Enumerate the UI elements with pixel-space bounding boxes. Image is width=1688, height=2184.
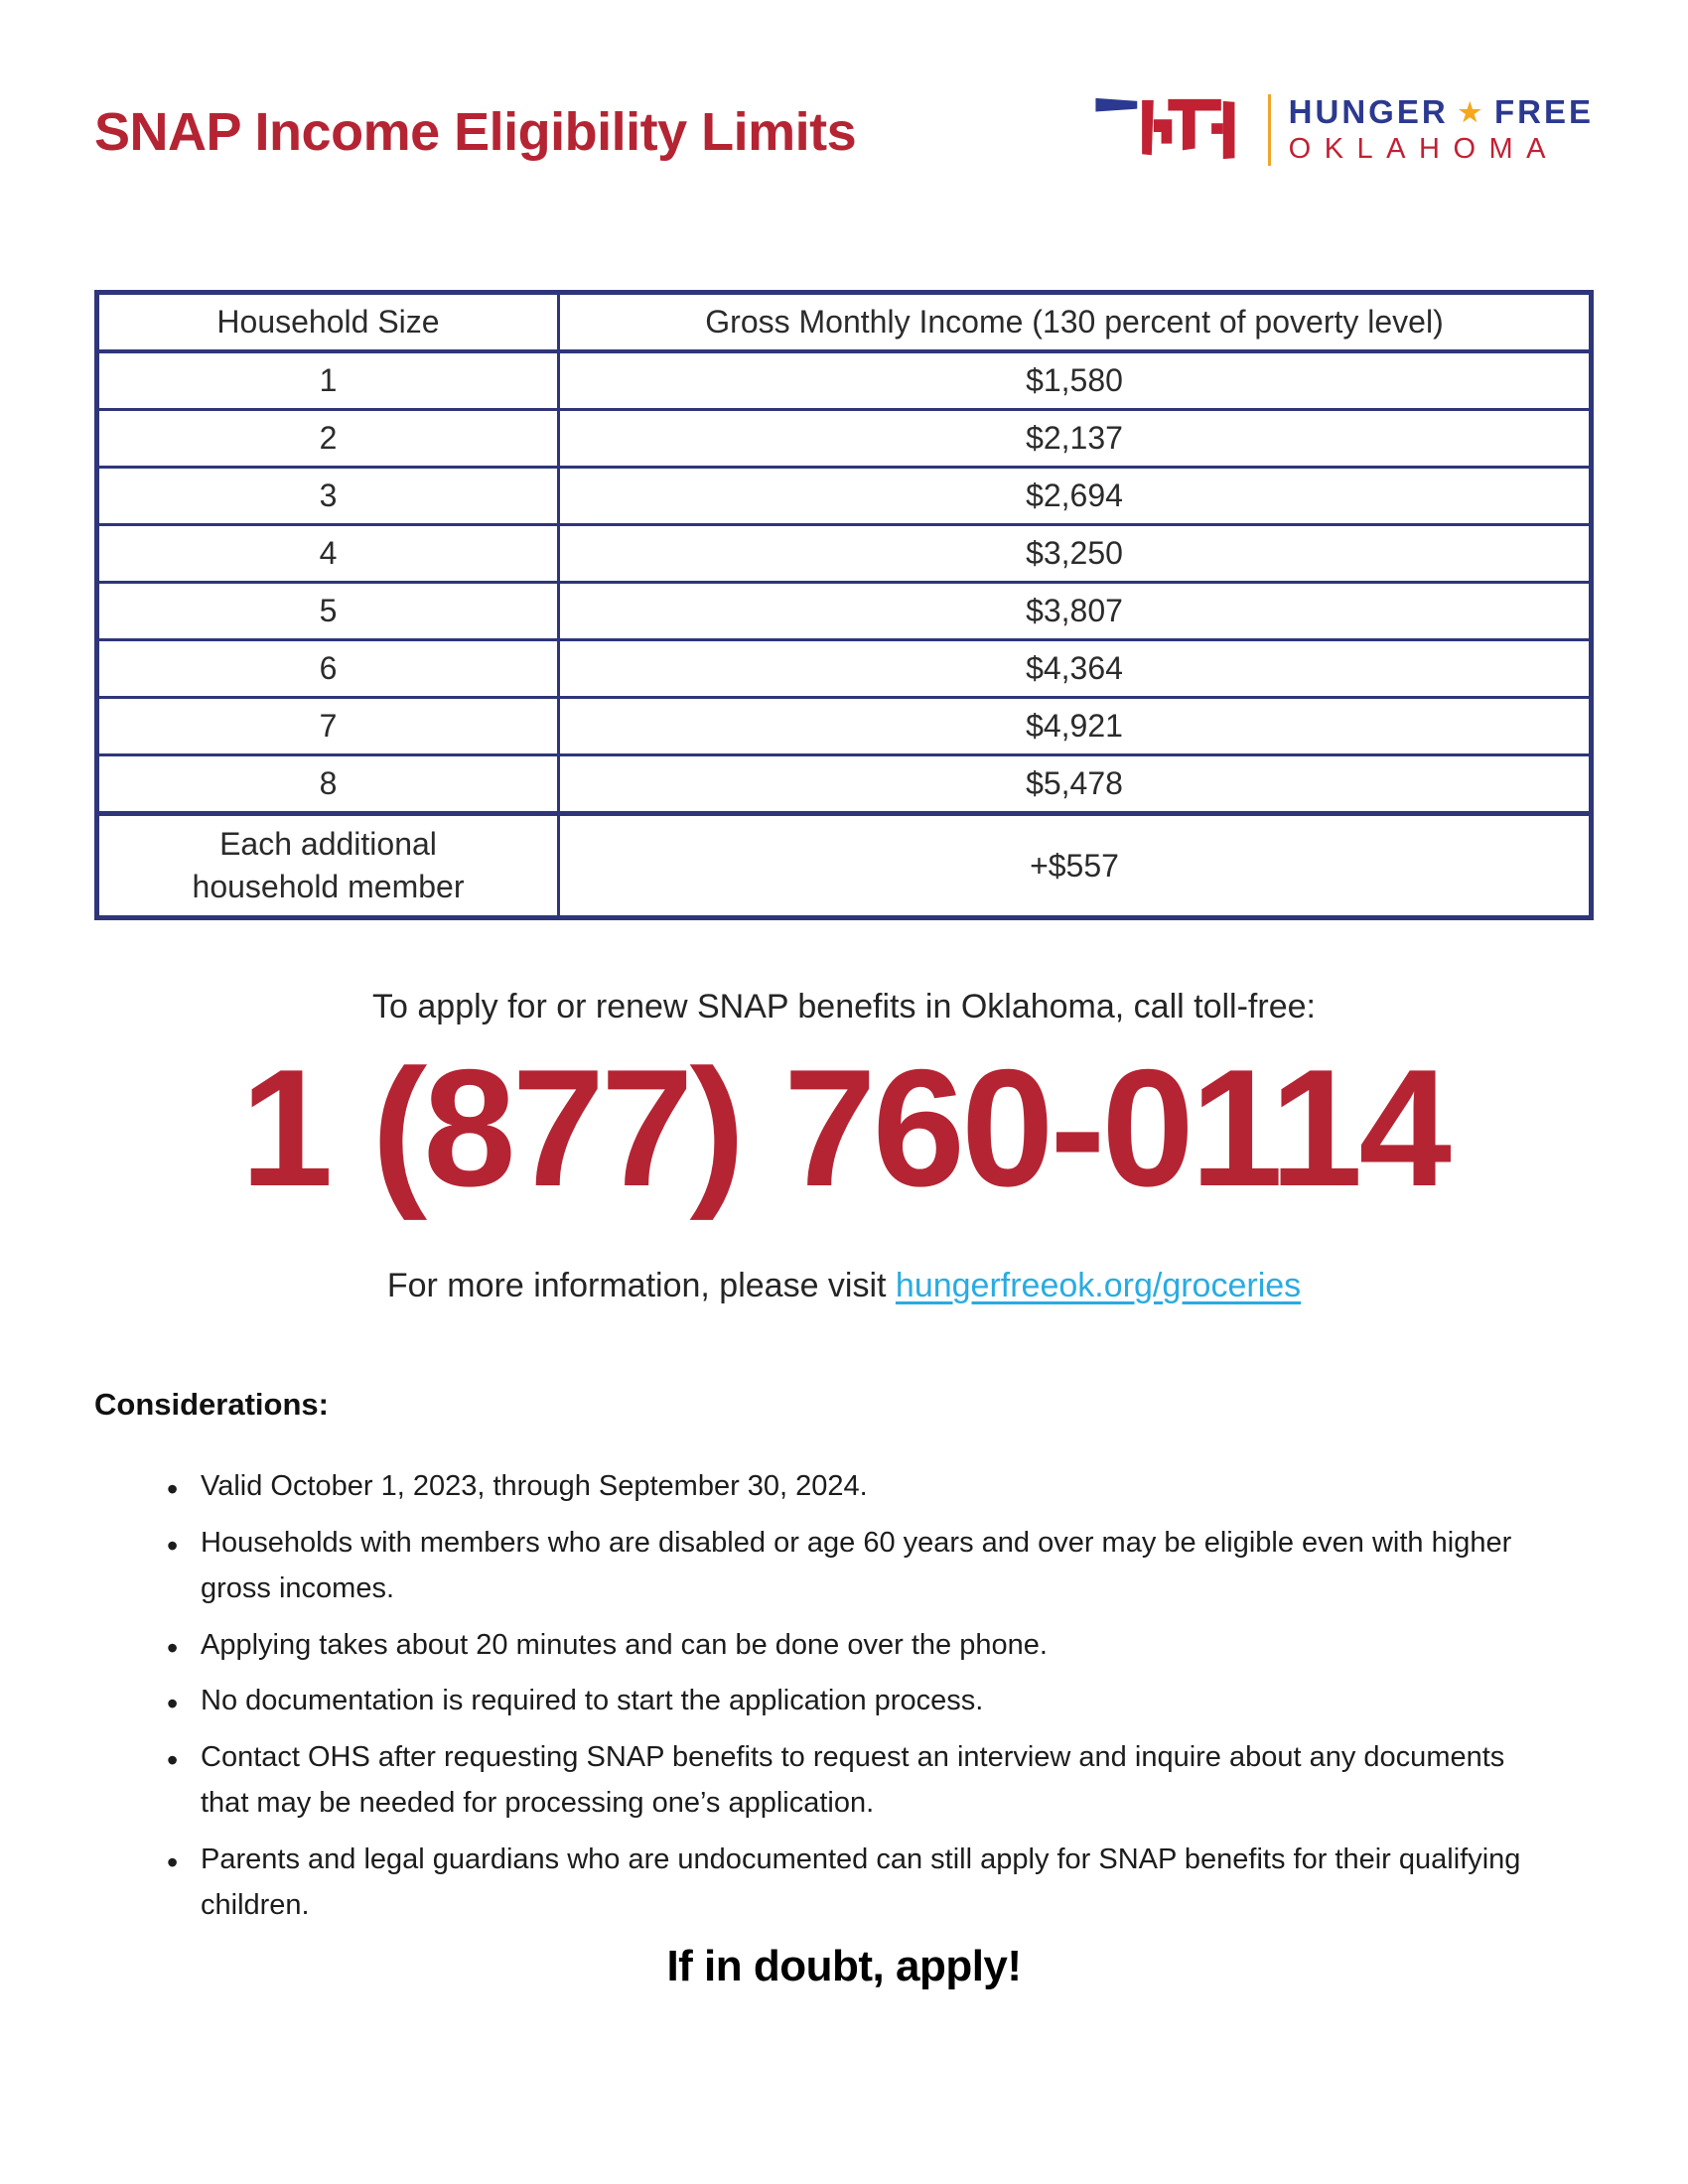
income-cell: $4,921 — [559, 698, 1592, 755]
closing-statement: If in doubt, apply! — [666, 1942, 1022, 1991]
table-row — [97, 698, 1592, 755]
col-header-gross-income: Gross Monthly Income (130 percent of poverty level) — [559, 293, 1592, 352]
list-item: • Applying takes about 20 minutes and can be done over the phone. — [167, 1623, 1539, 1669]
star-icon: ★ — [1458, 96, 1484, 127]
table-row — [97, 410, 1592, 468]
household-size-cell: 6 — [97, 640, 559, 698]
list-item: • Parents and legal guardians who are undocumented can still apply for SNAP benefits for their qualifying children. — [167, 1838, 1539, 1929]
table-row-each-additional — [97, 814, 1592, 918]
list-item: • No documentation is required to start the application process. — [167, 1679, 1539, 1724]
income-cell: $2,694 — [559, 468, 1592, 525]
list-item: • Valid October 1, 2023, through September 30, 2024. — [167, 1464, 1539, 1510]
household-size-cell: 5 — [97, 583, 559, 640]
household-size-cell: 8 — [97, 755, 559, 814]
header — [94, 79, 1594, 179]
hfo-monogram-icon — [1076, 81, 1250, 179]
income-cell: $3,250 — [559, 525, 1592, 583]
table-row — [97, 525, 1592, 583]
household-size-cell: 2 — [97, 410, 559, 468]
household-size-cell: 3 — [97, 468, 559, 525]
list-item: • Households with members who are disabled or age 60 years and over may be eligible even with higher gross incomes. — [167, 1521, 1539, 1612]
household-size-cell: 4 — [97, 525, 559, 583]
income-cell: +$557 — [559, 814, 1592, 918]
hunger-free-oklahoma-logo — [1076, 81, 1594, 179]
logo-line-hunger-free — [1289, 94, 1594, 130]
income-cell: $3,807 — [559, 583, 1592, 640]
income-cell: $5,478 — [559, 755, 1592, 814]
logo-word-free: FREE — [1493, 92, 1594, 130]
table-row — [97, 468, 1592, 525]
logo-divider — [1268, 94, 1271, 166]
income-cell: $2,137 — [559, 410, 1592, 468]
more-info-prefix: For more information, please visit — [386, 1267, 896, 1305]
col-header-household-size: Household Size — [97, 293, 559, 352]
considerations-list — [94, 1464, 1539, 1928]
income-cell: $1,580 — [559, 351, 1592, 410]
table-row — [97, 640, 1592, 698]
page-title: SNAP Income Eligibility Limits — [94, 102, 857, 162]
toll-free-phone-number: 1 (877) 760-0114 — [240, 1034, 1448, 1221]
income-limits-table — [94, 290, 1594, 920]
household-size-cell: 1 — [97, 351, 559, 410]
table-row — [97, 755, 1592, 814]
considerations-heading: Considerations: — [94, 1387, 329, 1423]
logo-line-oklahoma: OKLAHOMA — [1288, 133, 1560, 166]
household-size-cell: 7 — [97, 698, 559, 755]
table-row — [97, 351, 1592, 410]
logo-word-hunger: HUNGER — [1288, 92, 1449, 130]
household-size-cell: Each additional household member — [97, 814, 559, 918]
logo-wordmark — [1289, 94, 1594, 166]
income-cell: $4,364 — [559, 640, 1592, 698]
table-header-row — [97, 293, 1592, 352]
groceries-link[interactable]: hungerfreeok.org/groceries — [895, 1267, 1302, 1305]
apply-intro-text: To apply for or renew SNAP benefits in Oklahoma, call toll-free: — [372, 988, 1316, 1025]
table-row — [97, 583, 1592, 640]
list-item: • Contact OHS after requesting SNAP benefits to request an interview and inquire about any documents that may be needed for processing one’s application. — [167, 1735, 1539, 1827]
more-info-line — [94, 1267, 1594, 1305]
